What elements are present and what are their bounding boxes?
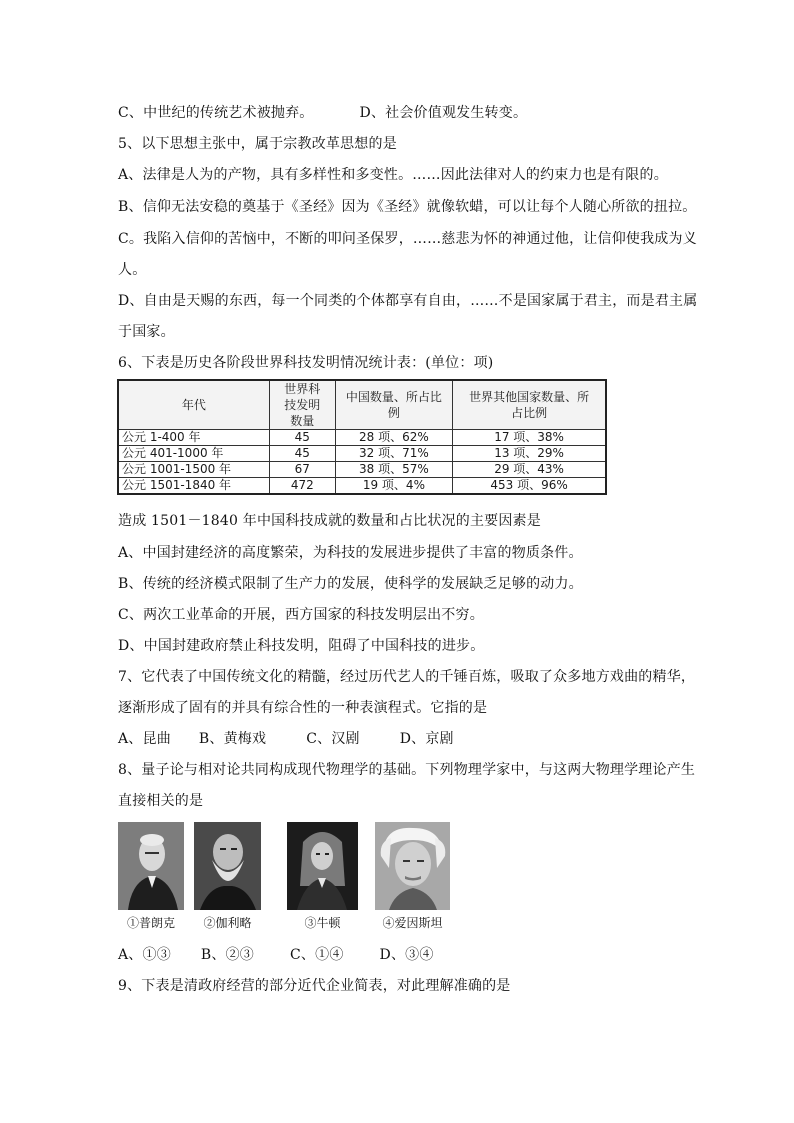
table-header-others [453,380,606,430]
q5-option-a: A、法律是人为的产物，具有多样性和多变性。……因此法律对人的约束力也是有限的。 [118,167,668,183]
portrait-einstein-icon [375,822,450,910]
portrait-planck-icon [118,822,184,910]
q6-option-a: A、中国封建经济的高度繁荣，为科技的发展进步提供了丰富的物质条件。 [118,545,583,561]
portrait-caption-einstein: ④爱因斯坦 [382,916,443,930]
q5-option-c-line2: 人。 [118,262,147,278]
table-cell-china: 19 项、4% [335,478,453,495]
table-row [118,478,606,495]
q8-option-b: B、②③ [200,947,255,963]
q5-option-b: B、信仰无法安稳的奠基于《圣经》因为《圣经》就像软蜡，可以让每个人随心所欲的扭拉。 [118,199,697,215]
q5-option-d-line1: D、自由是天赐的东西，每一个同类的个体都享有自由，……不是国家属于君主，而是君主属 [118,293,698,309]
table-cell-world: 45 [269,446,335,462]
table-cell-world: 67 [269,462,335,478]
header-line: 数量 [290,414,315,428]
header-line: 世界其他国家数量、所 [469,390,590,404]
q5-option-c-line1: C。我陷入信仰的苦恼中，不断的叩问圣保罗，……慈悲为怀的神通过他，让信仰使我成为义 [118,231,697,247]
q5-option-d-line2: 于国家。 [118,324,175,340]
header-line: 中国数量、所占比 [345,390,442,404]
table-cell-china: 28 项、62% [335,430,453,446]
table-header-year: 年代 [118,380,269,430]
q6-option-c: C、两次工业革命的开展，西方国家的科技发明层出不穷。 [118,607,484,623]
q6-option-d: D、中国封建政府禁止科技发明，阻碍了中国科技的进步。 [118,638,485,654]
table-cell-china: 38 项、57% [335,462,453,478]
q8-options-row [118,945,434,965]
q7-option-a: A、昆曲 [118,731,171,747]
q6-option-b: B、传统的经济模式限制了生产力的发展，使科学的发展缺乏足够的动力。 [118,576,583,592]
q7-stem-line1: 7、它代表了中国传统文化的精髓，经过历代艺人的千锤百炼，吸取了众多地方戏曲的精华， [118,669,696,685]
table-cell-year: 公元 1-400 年 [118,430,269,446]
portrait-galileo-icon [194,822,261,910]
table-header-row [118,380,606,430]
portrait-caption-planck: ①普朗克 [126,916,175,930]
q8-stem-line1: 8、量子论与相对论共同构成现代物理学的基础。下列物理学家中，与这两大物理学理论产生 [118,762,696,778]
q6-stem: 6、下表是历史各阶段世界科技发明情况统计表：(单位：项) [118,355,494,371]
table-cell-world: 45 [269,430,335,446]
table-row [118,446,606,462]
q4-option-c: C、中世纪的传统艺术被抛弃。 [118,105,314,121]
table-cell-others: 17 项、38% [453,430,606,446]
q8-stem-line2: 直接相关的是 [118,793,204,809]
table-cell-world: 472 [269,478,335,495]
q8-option-d: D、③④ [379,947,434,963]
table-header-china [335,380,453,430]
q7-stem-line2: 逐渐形成了固有的并具有综合性的一种表演程式。它指的是 [118,700,488,716]
table-row [118,430,606,446]
table-cell-others: 453 项、96% [453,478,606,495]
portrait-caption-newton: ③牛顿 [304,916,341,930]
table-cell-year: 公元 1001-1500 年 [118,462,269,478]
invention-stats-table [117,379,607,495]
q8-option-c: C、①④ [290,947,344,963]
q7-options-row [118,729,454,749]
q9-stem: 9、下表是清政府经营的部分近代企业简表，对此理解准确的是 [118,978,511,994]
portrait-caption-galileo: ②伽利略 [203,916,252,930]
header-line: 技发明 [284,398,321,412]
q7-option-b: B、黄梅戏 [198,731,267,747]
q6-question: 造成 1501－1840 年中国科技成就的数量和占比状况的主要因素是 [118,513,541,529]
portrait-newton-icon [287,822,358,910]
table-header-world [269,380,335,430]
table-cell-year: 公元 1501-1840 年 [118,478,269,495]
q8-option-a: A、①③ [118,947,171,963]
table-cell-others: 29 项、43% [453,462,606,478]
q4-option-d: D、社会价值观发生转变。 [359,105,528,121]
table-cell-others: 13 项、29% [453,446,606,462]
q7-option-c: C、汉剧 [306,731,360,747]
table-cell-china: 32 项、71% [335,446,453,462]
table-cell-year: 公元 401-1000 年 [118,446,269,462]
header-line: 占比例 [511,406,548,420]
header-line: 世界科 [284,382,321,396]
header-line: 例 [387,406,400,420]
q4-options-row [118,103,527,123]
q7-option-d: D、京剧 [399,731,454,747]
table-row [118,462,606,478]
q5-stem: 5、以下思想主张中，属于宗教改革思想的是 [118,136,397,152]
